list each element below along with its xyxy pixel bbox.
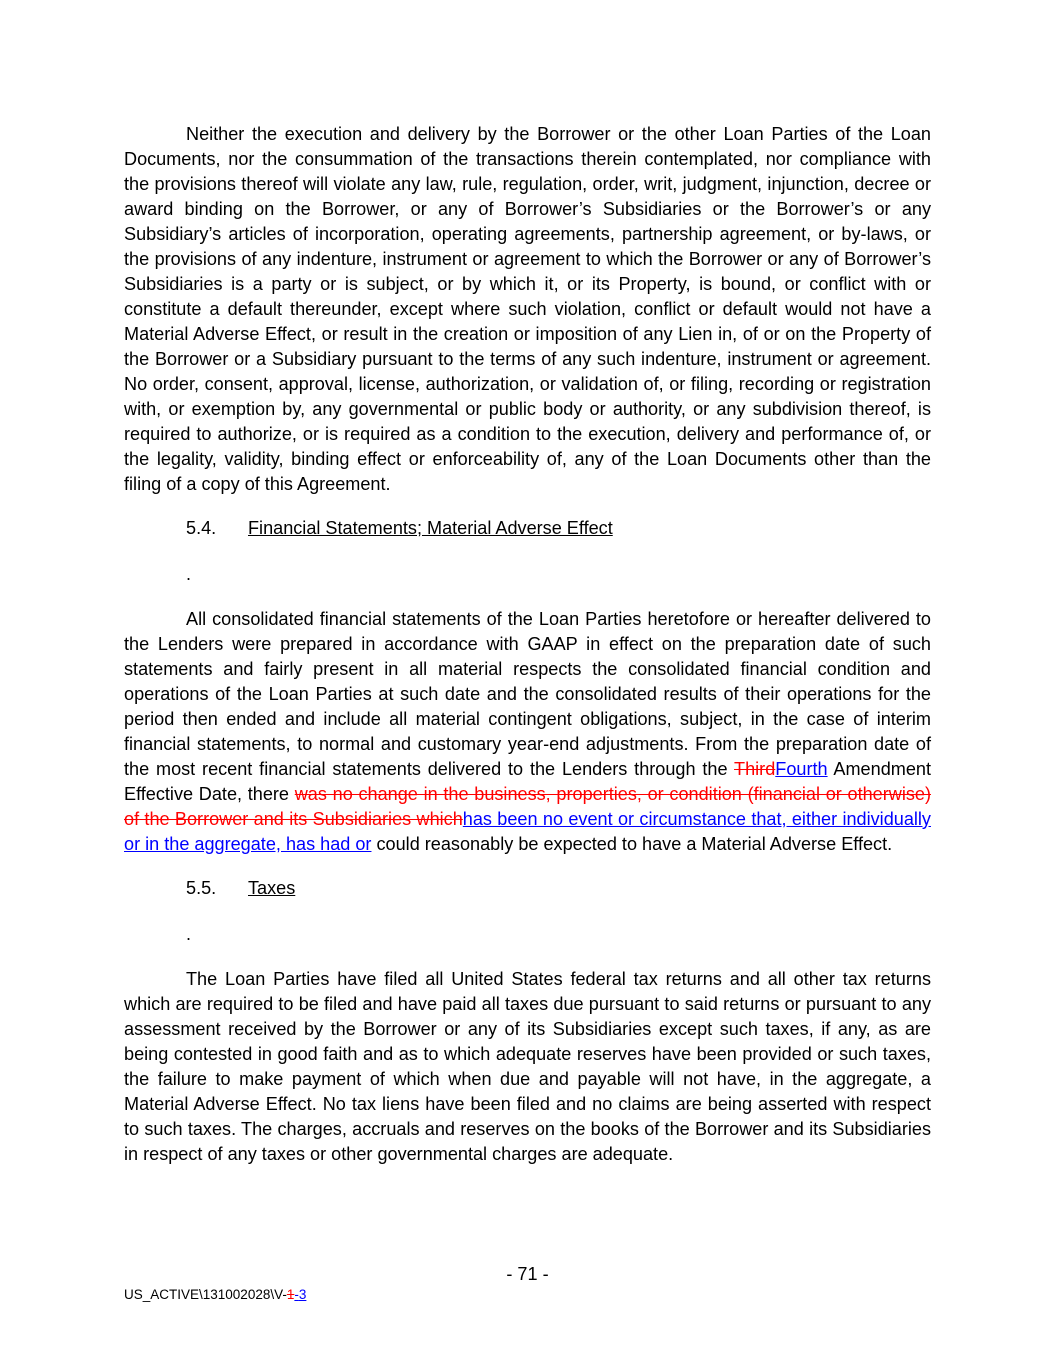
section-heading-5-4 bbox=[124, 516, 931, 541]
text-segment: All consolidated financial statements of the Loan Parties heretofore or hereafter delivered to the Lenders were prepared in accordance with GAAP in effect on the preparation date of such statements and fairly present in all material respects the consolidated financial condition and operations of the Loan Parties at such date and the consolidated results of their operations for the period then ended and include all material contingent obligations, subject, in the case of interim financial statements, to normal and customary year-end adjustments. From the preparation date of the most recent financial statements delivered to the Lenders through the bbox=[124, 609, 931, 779]
paragraph-financial-statements bbox=[124, 607, 931, 857]
paragraph-taxes: The Loan Parties have filed all United States federal tax returns and all other tax returns which are required to be filed and have paid all taxes due pursuant to said returns or pursuant to any assessment received by the Borrower or any of its Subsidiaries except such taxes, if any, as are being contested in good faith and as to which adequate reserves have been provided or such taxes, the failure to make payment of which when due and payable will not have, in the aggregate, a Material Adverse Effect. No tax liens have been filed and no claims are being asserted with respect to such taxes. The charges, accruals and reserves on the books of the Borrower and its Subsidiaries in respect of any taxes or other governmental charges are adequate. bbox=[124, 969, 931, 1164]
section-heading-5-5 bbox=[124, 876, 931, 901]
page-number: - 71 - bbox=[506, 1264, 549, 1284]
deleted-text: Third bbox=[734, 759, 776, 779]
section-number: 5.5. bbox=[186, 878, 217, 898]
paragraph-no-conflict: Neither the execution and delivery by the Borrower or the other Loan Parties of the Loan Documents, nor the consummation of the transactions therein contemplated, nor compliance with the provisions thereof will violate any law, rule, regulation, order, writ, judgment, injunction, decree or award binding on the Borrower, or any of Borrower’s Subsidiaries or the Borrower’s or any Subsidiary’s articles of incorporation, operating agreements, partnership agreement, or by-laws, or the provisions of any indenture, instrument or agreement to which the Borrower or any of Borrower’s Subsidiaries is a party or is subject, or by which it, or its Property, is bound, or conflict with or constitute a default thereunder, except where such violation, conflict or default would not have a Material Adverse Effect, or result in the creation or imposition of any Lien in, of or on the Property of the Borrower or a Subsidiary pursuant to the terms of any such indenture, instrument or agreement. No order, consent, approval, license, authorization, or validation of, or filing, recording or registration with, or exemption by, any governmental or public body or authority, or any subdivision thereof, is required to authorize, or is required as a condition to the execution, delivery and performance of, or the legality, validity, binding effect or enforceability of, any of the Loan Documents other than the filing of a copy of this Agreement. bbox=[124, 124, 931, 494]
document-page bbox=[124, 122, 931, 1167]
section-number: 5.4. bbox=[186, 518, 217, 538]
doc-id-prefix: US_ACTIVE\131002028\V- bbox=[124, 1287, 287, 1302]
deleted-text: was no change in the business, properties, or condition (financial or otherwise) of the Borrower and its Subsidiaries which bbox=[124, 784, 931, 829]
doc-id-inserted: 3 bbox=[298, 1287, 307, 1302]
section-title: Financial Statements; Material Adverse Effect bbox=[248, 518, 613, 538]
inserted-text: Fourth bbox=[775, 759, 828, 779]
inserted-text: has been no event or circumstance that, either individually or in the aggregate, has had or bbox=[124, 809, 931, 854]
text-segment: Amendment Effective Date, there bbox=[124, 759, 931, 804]
document-id bbox=[124, 1287, 306, 1303]
doc-id-deleted: 1 bbox=[286, 1287, 295, 1302]
section-dot: . bbox=[186, 924, 192, 944]
text-segment: could reasonably be expected to have a Material Adverse Effect. bbox=[371, 834, 893, 854]
section-dot: . bbox=[186, 564, 192, 584]
doc-id-separator: - bbox=[294, 1287, 299, 1302]
section-title: Taxes bbox=[248, 878, 296, 898]
